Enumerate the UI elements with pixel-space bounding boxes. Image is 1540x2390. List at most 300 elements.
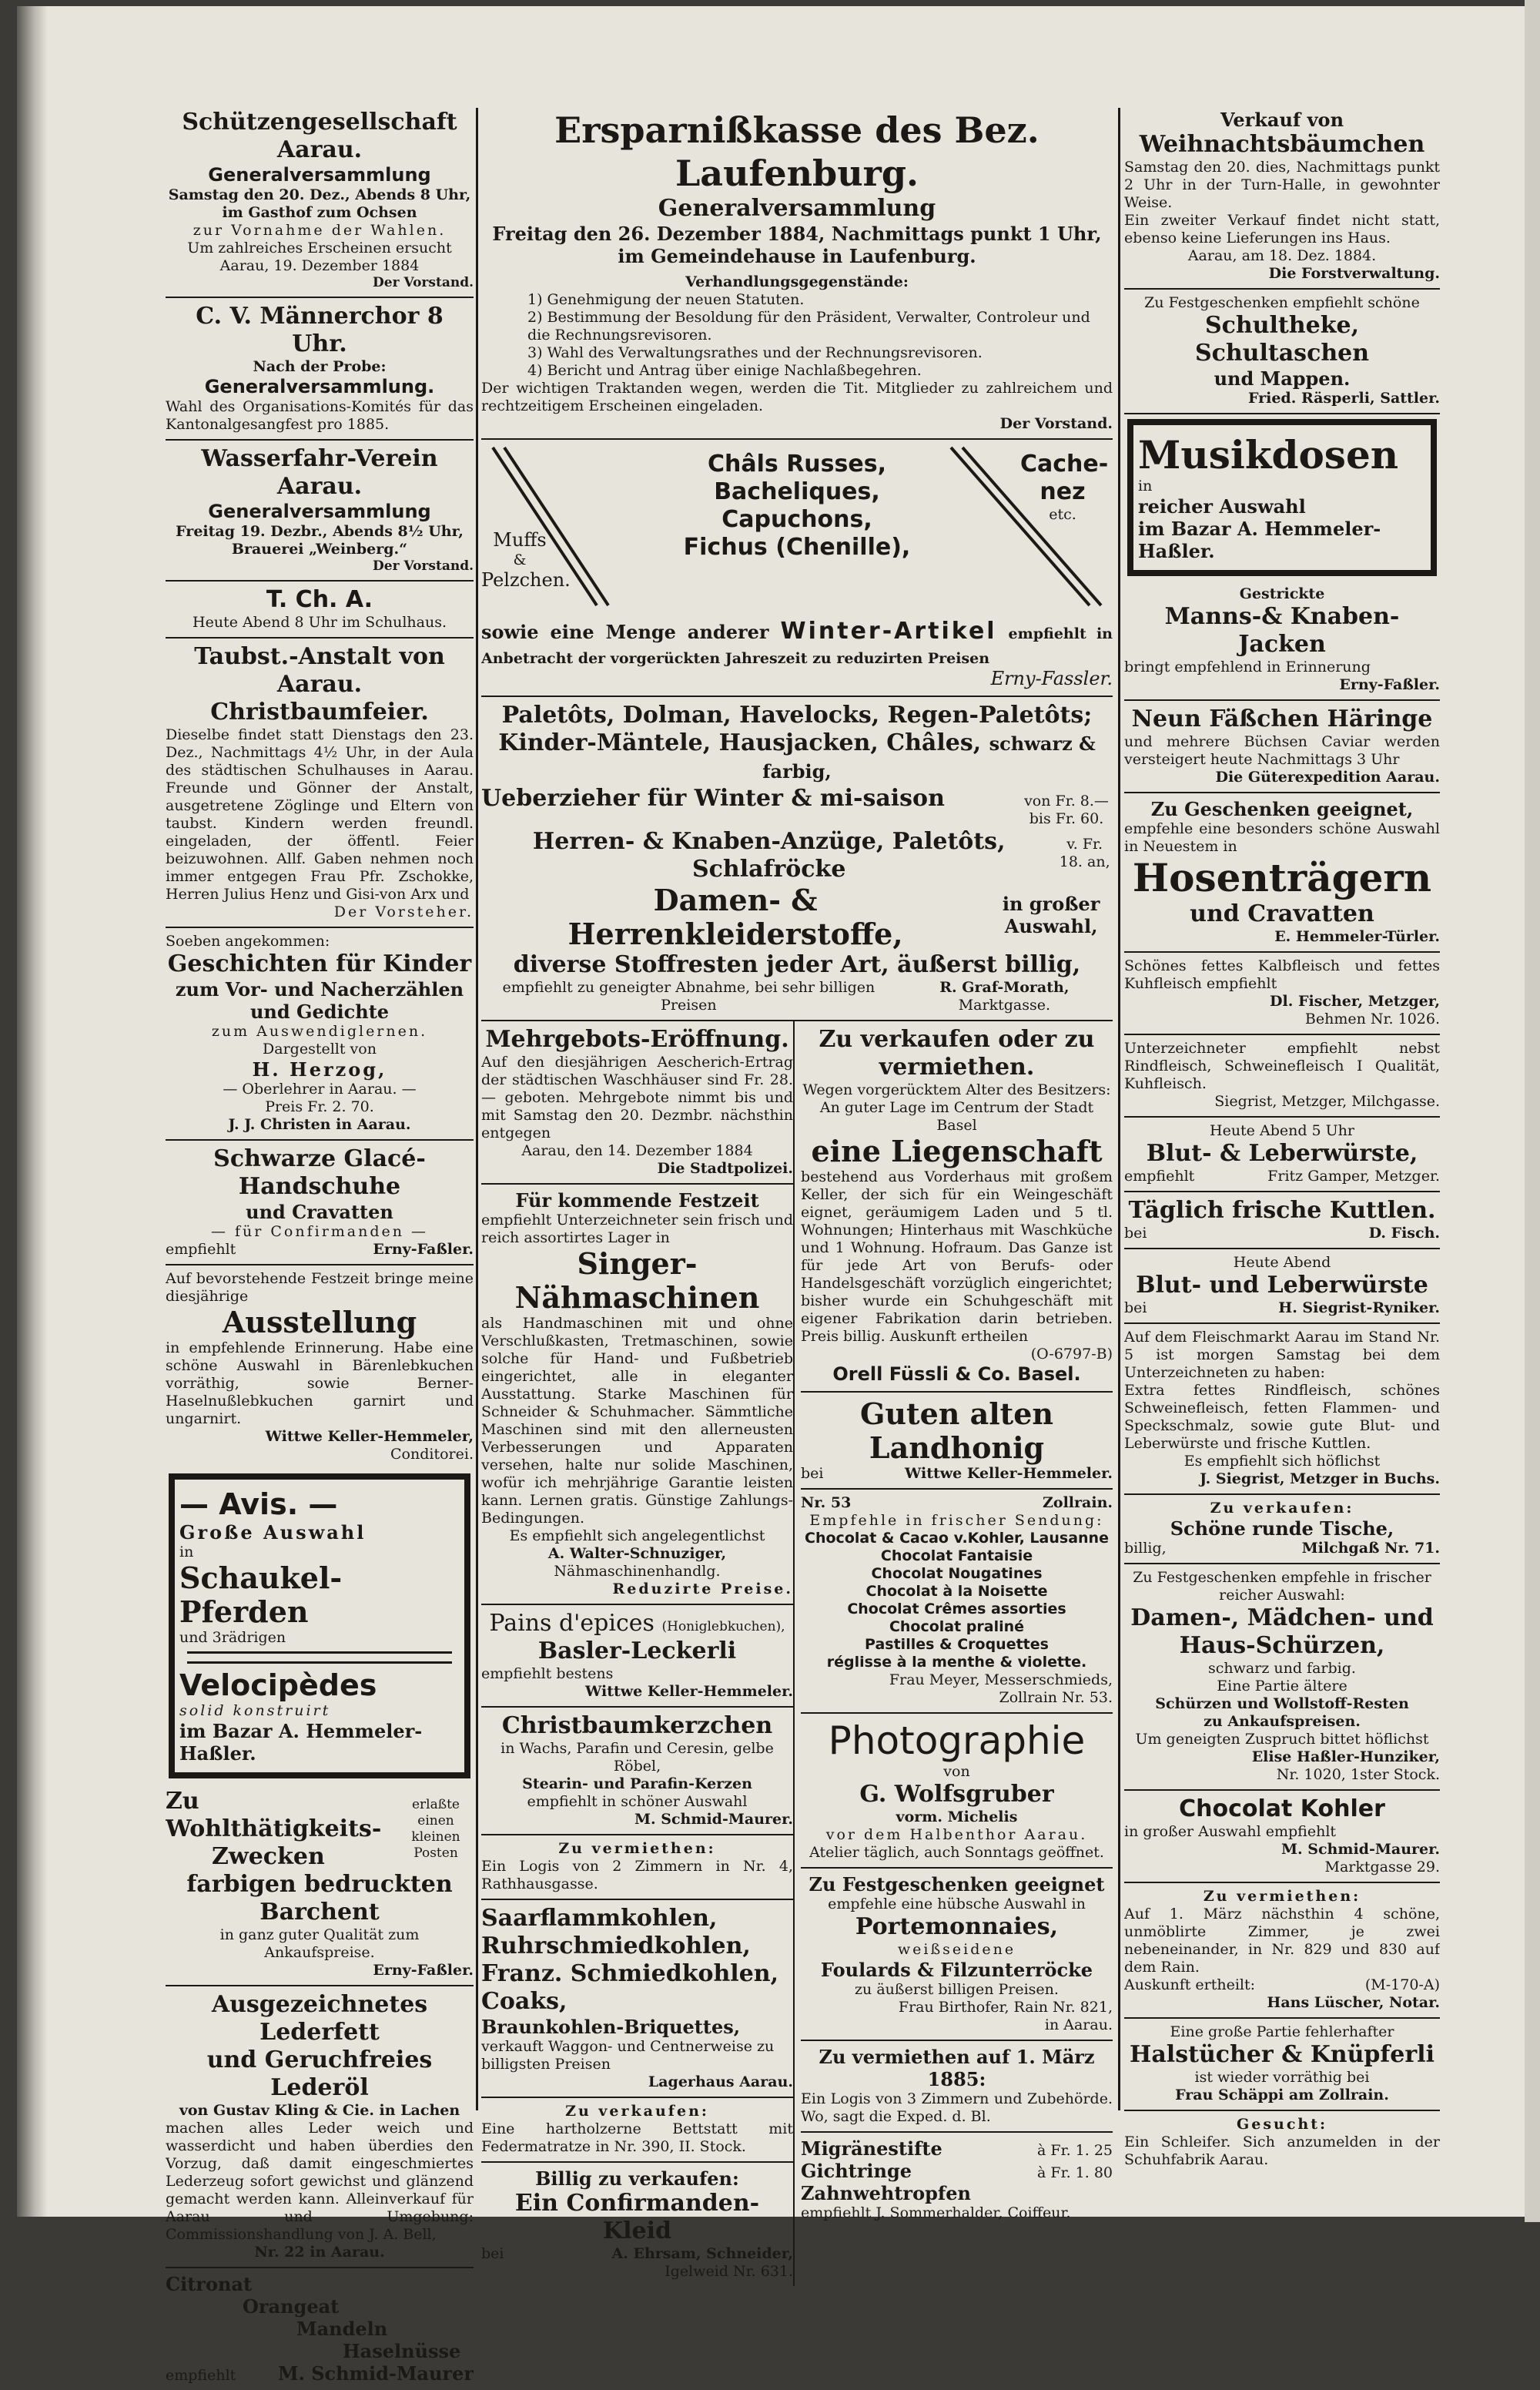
ad-item: Chocolat à la Noisette (865, 1583, 1048, 1600)
ad-text: in großer Auswahl empfiehlt (1124, 1823, 1337, 1840)
ad-title: T. Ch. A. (266, 586, 373, 613)
ad-signature: Erny-Fassler. (990, 668, 1113, 689)
ad-title: Guten alten Landhonig (859, 1396, 1054, 1465)
ad-heading: Generalversammlung (208, 501, 431, 522)
ad-heading: Singer-Nähmaschinen (514, 1246, 760, 1315)
ad-title: Zu Wohlthätigkeits- (166, 1788, 382, 1842)
ad-item: Chocolat Nougatines (871, 1565, 1043, 1582)
ad-text: Wegen vorgerücktem Alter des Besitzers: (802, 1081, 1111, 1098)
ad-text: bestehend aus Vorderhaus mit großem Keller, der sich für ein Weingeschäft eignet, geräumigem Laden und 5 tl. Wohnungen; Hinterhaus mit Waschküche und 1 Wohnung. Hofraum. Das Ganze ist für jede Art von Berufs- oder Handelsgeschäft vorzüglich eingerichtet; bisher wurde ein Schuhgeschäft mit eigener Fabrikation darin betrieben. Preis billig. Auskunft ertheilen (801, 1168, 1113, 1345)
ad-signature: R. Graf-Morath, (939, 979, 1070, 996)
page-edge-strip (1525, 0, 1540, 2222)
ad-heading: Schaukel-Pferden (179, 1560, 343, 1629)
ad-heading: Stearin- und Parafin-Kerzen (522, 1775, 752, 1792)
ad-christbaumkerzchen (481, 1708, 793, 1835)
ad-title: Blut- und Leberwürste (1136, 1272, 1428, 1299)
ad-liegenschaft (801, 1021, 1113, 1393)
ad-text: zum Auswendiglernen. (211, 1023, 428, 1040)
ad-item: Orangeat (243, 2295, 340, 2318)
ad-item: Chocolat praliné (889, 1618, 1025, 1635)
ad-heading: und Gedichte (249, 1001, 390, 1023)
ad-title: Schwarze Glacé-Handschuhe (213, 1145, 426, 1200)
ad-signature: Erny-Faßler. (373, 1241, 474, 1258)
price: von Fr. 8.— bis Fr. 60. (1024, 793, 1109, 827)
ad-signature: Frau Birthofer, Rain Nr. 821, (898, 1999, 1113, 2016)
ad-text: bei (1124, 1299, 1147, 1316)
ad-text: Eine hartholzerne Bettstatt mit Federmatratze in Nr. 390, II. Stock. (481, 2120, 793, 2155)
ad-side-item: Muffs (493, 529, 547, 551)
ad-text: Zollrain. (1043, 1494, 1113, 1511)
ad-heading: Herren- & Knaben-Anzüge, Paletôts, Schlafröcke (532, 828, 1006, 883)
ad-text: Es empfiehlt sich angelegentlichst (509, 1527, 765, 1544)
ad-text: Eine Partie ältere (1217, 1678, 1348, 1694)
ad-text: Preis Fr. 2. 70. (265, 1098, 374, 1115)
ad-text: solid konstruirt (179, 1702, 331, 1719)
ad-text: schwarz & farbig, (762, 732, 1096, 783)
ad-logis-rathhausgasse (481, 1835, 793, 1900)
ad-taubstummen-anstalt (166, 639, 474, 928)
ad-text: Auf 1. März nächsthin 4 schöne, unmöblirte Zimmer, je zwei nebeneinander, in Nr. 829 und 830 auf dem Rain. (1124, 1906, 1440, 1976)
ad-title: Gesucht: (1237, 2116, 1327, 2133)
ad-signature: Marktgasse. (958, 997, 1051, 1014)
ad-text: Um zahlreiches Erscheinen ersucht (187, 240, 452, 256)
column-left (166, 104, 474, 2390)
ad-item: Haselnüsse (343, 2340, 461, 2362)
ad-title: Weihnachtsbäumchen (1139, 131, 1425, 158)
ad-heading: Christbaumfeier. (210, 699, 429, 726)
ad-text: empfehle eine besonders schöne Auswahl in Neuestem in (1124, 820, 1440, 855)
ad-text: Ein Logis von 2 Zimmern in Nr. 4, Rathhausgasse. (481, 1858, 793, 1892)
ad-title: Pains d'epices (489, 1610, 654, 1637)
ad-barchent (166, 1783, 474, 1986)
ad-text: machen alles Leder weich und wasserdicht und haben überdies den Vorzug, daß damit eingeschmiertes Lederzeug sofort gewichst und glänzend gemacht werden kann. Alleinverkauf für Aarau und Umgebung: Commissionshandlung von J. A. Bell, (166, 2120, 474, 2243)
ad-title: Musikdosen (1138, 432, 1399, 478)
ad-kuttlen (1124, 1192, 1440, 1249)
ad-text: Aarau, am 18. Dez. 1884. (1187, 247, 1377, 264)
ad-blutwuerste-siegrist (1124, 1249, 1440, 1324)
ad-heading: Generalversammlung (658, 195, 936, 222)
ad-hosentraeger (1124, 793, 1440, 953)
ad-heading: und Cravatten (246, 1201, 393, 1223)
ad-item: Fichus (Chenille), (683, 534, 911, 561)
ad-heading: Kinder-Mäntele, Hausjacken, Châles, (498, 729, 982, 756)
ad-text: Zu Festgeschenken empfiehlt schöne (1144, 294, 1420, 311)
ad-text: Auf dem Fleischmarkt Aarau im Stand Nr. 5 ist morgen Samstag bei dem Unterzeichneten zu haben: (1124, 1329, 1440, 1381)
ad-heading: farbigen bedruckten Barchent (186, 1871, 453, 1926)
ad-signature: im Bazar A. Hemmeler-Haßler. (179, 1720, 423, 1765)
ad-text: Aarau, den 14. Dezember 1884 (521, 1142, 753, 1159)
ad-signature: Orell Füssli & Co. Basel. (832, 1363, 1081, 1385)
ad-heading: Hosenträgern (1132, 855, 1432, 900)
ad-item: Gichtringe (801, 2160, 912, 2182)
ad-text: Eine große Partie fehlerhafter (1170, 2023, 1394, 2040)
ad-title: Zu Geschenken geeignet, (1150, 798, 1414, 820)
ad-signature: Wittwe Keller-Hemmeler, (265, 1428, 474, 1445)
ad-title: Zu Festgeschenken geeignet (808, 1873, 1105, 1896)
ad-text: Dargestellt von (263, 1041, 377, 1058)
ad-signature: M. Schmid-Maurer. (1281, 1841, 1440, 1858)
ad-text: Auf den diesjährigen Aescherich-Ertrag der städtischen Waschhäuser sind Fr. 28.— geboten. Mehrgebote nimmt bis und mit Samstag den 20. Dezmbr. nächsthin entgegen (481, 1054, 793, 1141)
ad-text: Heute Abend (1233, 1254, 1331, 1271)
ad-item: Pastilles & Croquettes (865, 1636, 1049, 1653)
ad-signature: Igelweid Nr. 631. (665, 2263, 793, 2280)
ad-chocolat-meyer (801, 1490, 1113, 1714)
binding-edge (17, 6, 48, 2217)
ad-signature: Dl. Fischer, Metzger, (1270, 993, 1440, 1010)
ad-title: Zu vermiethen auf 1. März 1885: (819, 2046, 1095, 2090)
ad-text: empfiehlt J. Sommerhalder, Coiffeur. (801, 2204, 1071, 2221)
ad-signature: J. Siegrist, Metzger in Buchs. (1200, 1470, 1440, 1487)
ad-item: Franz. Schmiedkohlen, (481, 1960, 779, 1987)
ad-heading: Basler-Leckerli (537, 1637, 737, 1664)
ad-title: Photographie (828, 1718, 1086, 1763)
ad-glace-handschuhe (166, 1141, 474, 1265)
ad-title: Chocolat Kohler (1179, 1795, 1385, 1822)
ad-signature: im Bazar A. Hemmeler-Haßler. (1138, 518, 1381, 562)
ad-title: Für kommende Festzeit (515, 1189, 759, 1212)
agenda-item: 1) Genehmigung der neuen Statuten. (527, 291, 805, 308)
ad-musikdosen-box (1127, 419, 1437, 576)
ad-signature: Fried. Räsperli, Sattler. (1247, 390, 1440, 407)
ad-graf-morath (481, 697, 1113, 1021)
ad-text: Auf bevorstehende Festzeit bringe meine diesjährige (166, 1270, 474, 1305)
ad-title: Paletôts, Dolman, Havelocks, Regen-Paletôts; (501, 702, 1093, 729)
ad-text: zu äußerst billigen Preisen. (855, 1981, 1059, 1998)
ad-title: Haus-Schürzen, (1179, 1632, 1385, 1659)
ad-signature: in Aarau. (1044, 2016, 1113, 2033)
ad-heading: Schöne runde Tische, (1170, 1517, 1394, 1540)
column-rule-left (476, 108, 478, 2110)
ad-heading: Schürzen und Wollstoff-Resten (1155, 1695, 1409, 1712)
ad-title: Manns-& Knaben-Jacken (1164, 603, 1400, 658)
ad-item: Migränestifte (801, 2137, 942, 2160)
ad-text: sowie eine Menge anderer (481, 621, 769, 643)
ad-ausstellung (166, 1265, 474, 1469)
ad-side-item: nez (1040, 478, 1086, 505)
ad-heading: und Mappen. (1214, 367, 1351, 390)
ad-title: Zu verkaufen: (1210, 1500, 1354, 1517)
ad-title: Billig zu verkaufen: (535, 2167, 739, 2190)
ad-text: — für Confirmanden — (210, 1223, 429, 1240)
ad-heading: Velocipèdes (179, 1668, 377, 1702)
ad-chocolat-kohler (1124, 1791, 1440, 1883)
ad-text: bei (481, 2245, 504, 2262)
ad-item: Chocolat Crêmes assorties (847, 1601, 1066, 1617)
ad-title: Verkauf von (1220, 109, 1344, 131)
ad-heading: zum Vor- und Nacherzählen (175, 978, 464, 1001)
agenda-item: 4) Bericht und Antrag über einige Nachlaßbegehren. (527, 362, 922, 379)
ad-heading: Ueberzieher für Winter & mi-saison (481, 785, 945, 812)
ad-text: — Oberlehrer in Aarau. — (223, 1081, 417, 1098)
ad-tcha (166, 582, 474, 639)
ad-signature: Conditorei. (390, 1446, 474, 1463)
ad-heading: Generalversammlung. (204, 376, 435, 397)
ad-heading: Portemonnaies, (855, 1913, 1059, 1940)
ad-heading: Generalversammlung (208, 164, 431, 186)
ad-signature: J. J. Christen in Aarau. (228, 1116, 411, 1133)
ad-signature: Zollrain Nr. 53. (999, 1689, 1113, 1706)
ad-migraenestifte (801, 2133, 1113, 2227)
ad-rindfleisch (1124, 1035, 1440, 1118)
ad-title: Halstücher & Knüpferli (1130, 2041, 1435, 2068)
ad-text: im Gasthof zum Ochsen (222, 204, 417, 221)
agenda-item: 3) Wahl des Verwaltungsrathes und der Rechnungsrevisoren. (527, 344, 983, 361)
ad-heading: G. Wolfsgruber (859, 1781, 1054, 1808)
ad-side-item: etc. (1049, 506, 1076, 523)
ad-gesucht (1124, 2111, 1440, 2174)
ad-title: Zu verkaufen oder zu vermiethen. (819, 1026, 1095, 1081)
ad-text: empfiehlt Unterzeichneter sein frisch und reich assortirtes Lager in (481, 1212, 793, 1246)
column-middle (481, 104, 1113, 2286)
ad-text: in empfehlende Erinnerung. Habe eine schöne Auswahl in Bärenlebkuchen vorräthig, sowie Berner-Haselnußlebkuchen garnirt und ungarnirt. (166, 1339, 474, 1427)
ad-heading: Winter-Artikel (780, 618, 997, 645)
ad-signature: A. Walter-Schnuziger, (547, 1545, 727, 1562)
ad-text: Aarau, 19. Dezember 1884 (219, 257, 420, 274)
agenda-item: 2) Bestimmung der Besoldung für den Präsident, Verwalter, Controleur und die Rechnungsrevisoren. (527, 309, 1090, 344)
ad-fleischmarkt (1124, 1324, 1440, 1495)
ad-text: von Gustav Kling & Cie. in Lachen (179, 2102, 460, 2119)
ad-text: Wahl des Organisations-Komités für das Kantonalgesangfest pro 1885. (166, 398, 474, 433)
ad-signature: Nr. 1020, 1ster Stock. (1276, 1766, 1440, 1783)
ad-title: Taubst.-Anstalt von Aarau. (194, 643, 445, 698)
ad-signature: Nähmaschinenhandlg. (554, 1563, 721, 1580)
ad-side-note: erlaßte einen kleinen Posten (411, 1797, 460, 1861)
price: à Fr. 1. 25 (1037, 2142, 1113, 2159)
ad-photographie (801, 1714, 1113, 1869)
ad-schuerzen (1124, 1564, 1440, 1791)
ad-text: Nr. 53 (801, 1494, 852, 1511)
ad-confirmanden-kleid (481, 2163, 793, 2286)
decorative-rule (187, 1651, 452, 1664)
ad-halstuecher (1124, 2019, 1440, 2111)
ad-maennerchor (166, 298, 474, 441)
ad-wasserfahr-verein (166, 441, 474, 582)
ad-text: zu Ankaufspreisen. (1204, 1713, 1361, 1730)
ad-text: Unterzeichneter empfiehlt nebst Rindfleisch, Schweinefleisch I Qualität, Kuhfleisch. (1124, 1040, 1440, 1092)
ad-signature: Elise Haßler-Hunziker, (1251, 1748, 1440, 1765)
ad-signature: D. Fisch. (1368, 1225, 1440, 1242)
ad-side-item: Pelzchen. (481, 569, 571, 591)
ad-title: Damen-, Mädchen- und (1130, 1604, 1434, 1631)
ad-heading: Ein Confirmanden-Kleid (514, 2190, 760, 2244)
ad-heading: eine Liegenschaft (811, 1134, 1103, 1168)
column-right (1124, 104, 1440, 2174)
ad-title: C. V. Männerchor 8 Uhr. (196, 303, 444, 357)
ad-item: Citronat (166, 2273, 253, 2295)
ad-citronat (166, 2268, 474, 2390)
ad-zimmer-rain (1124, 1883, 1440, 2019)
ad-signature: M. Schmid-Maurer (277, 2362, 474, 2385)
ad-title: Christbaumkerzchen (501, 1712, 773, 1739)
ad-text: im Gemeindehause in Laufenburg. (618, 245, 976, 267)
ad-heading: diverse Stoffresten jeder Art, äußerst billig, (513, 951, 1081, 978)
ad-title: Ausgezeichnetes Lederfett (211, 1991, 428, 2046)
ad-runde-tische (1124, 1495, 1440, 1564)
ad-text: weißseidene (897, 1941, 1016, 1958)
ad-signature: Frau Meyer, Messerschmieds, (889, 1671, 1113, 1688)
ad-geschichten-fuer-kinder (166, 928, 474, 1141)
ad-text: Atelier täglich, auch Sonntags geöffnet. (809, 1844, 1104, 1861)
ad-text: in ganz guter Qualität zum Ankaufspreise. (219, 1926, 420, 1961)
ad-singer-naehmaschinen (481, 1185, 793, 1605)
ad-item: Coaks, (481, 1988, 567, 2015)
ad-kohlen (481, 1900, 793, 2098)
ad-title: — Avis. — (179, 1487, 338, 1521)
ad-signature: Fritz Gamper, Metzger. (1267, 1168, 1440, 1185)
ad-signature: Marktgasse 29. (1324, 1859, 1440, 1875)
ad-title: Zu vermiethen: (558, 1840, 716, 1857)
ad-signature: E. Hemmeler-Türler. (1274, 928, 1440, 945)
ad-signature: Milchgaß Nr. 71. (1301, 1540, 1440, 1557)
ad-title: Täglich frische Kuttlen. (1128, 1197, 1436, 1224)
ad-side-item: & (513, 551, 527, 568)
ad-signature: Nr. 22 in Aarau. (254, 2244, 385, 2261)
ad-text: Ein zweiter Verkauf findet nicht statt, ebenso keine Lieferungen ins Haus. (1124, 212, 1440, 246)
ad-text: empfiehlt (166, 1241, 236, 1258)
ad-text: Extra fettes Rindfleisch, schönes Schweinefleisch, fetten Flammen- und Speckschmalz, sowie gute Blut- und Leberwürste und frische Kuttlen. (1124, 1382, 1440, 1452)
price: v. Fr. 18. an, (1059, 836, 1110, 870)
ad-text: Dieselbe findet statt Dienstags den 23. Dez., Nachmittags 4½ Uhr, in der Aula des städtischen Schulhauses in Aarau. Freunde und Gönner der Anstalt, ausgetretene Zöglinge und Eltern von taubst. Kindern werden freundl. eingeladen, der öffentl. Feier beizuwohnen. Allf. Gaben nehmen noch immer entgegen Frau Pfr. Zschokke, Herren Julius Henz und Gisi-von Arx und (166, 726, 474, 903)
ad-chals-russes (481, 440, 1113, 697)
ad-lederfett (166, 1986, 474, 2268)
ad-text: empfiehlt in Anbetracht der vorgerückten Jahreszeit zu reduzirten Preisen (481, 625, 1113, 667)
ad-text: empfehle eine hübsche Auswahl in (828, 1896, 1086, 1912)
ad-title: Zu vermiethen: (1203, 1888, 1361, 1905)
ad-text: Um geneigten Zuspruch bittet höflichst (1135, 1731, 1429, 1748)
ad-signature: A. Ehrsam, Schneider, (611, 2245, 793, 2262)
ad-signature: Der Vorsteher. (333, 903, 474, 920)
ad-signature: Lagerhaus Aarau. (648, 2073, 793, 2090)
ad-signature: Der Vorstand. (999, 415, 1113, 432)
ad-text: Soeben angekommen: (166, 933, 330, 950)
ad-signature: Hans Lüscher, Notar. (1267, 1994, 1440, 2011)
ad-text: Ein Logis von 3 Zimmern und Zubehörde. Wo, sagt die Exped. d. Bl. (801, 2090, 1113, 2125)
ad-item: réglisse à la menthe & violette. (826, 1654, 1087, 1671)
ad-signature: Erny-Faßler. (373, 1962, 474, 1979)
ad-item: Chocolat & Cacao v.Kohler, Lausanne (805, 1530, 1109, 1547)
ad-text: in (179, 1544, 194, 1560)
ad-signature: Siegrist, Metzger, Milchgasse. (1214, 1093, 1440, 1110)
ad-item: Zahnwehtropfen (801, 2182, 971, 2204)
ad-text: empfiehlt zu geneigter Abnahme, bei sehr billigen Preisen (502, 979, 875, 1014)
ad-pains-depices (481, 1605, 793, 1708)
ad-title: Mehrgebots-Eröffnung. (485, 1026, 789, 1053)
ad-signature: H. Siegrist-Ryniker. (1278, 1299, 1440, 1316)
ad-text: ist wieder vorräthig bei (1194, 2069, 1370, 2086)
ad-mehrgebots (481, 1021, 793, 1185)
ad-avis-box (169, 1473, 470, 1778)
ad-item: Mandeln (296, 2318, 388, 2340)
column-rule-right (1118, 108, 1120, 2110)
ad-text: reicher Auswahl (1138, 495, 1306, 518)
ad-signature: Wittwe Keller-Hemmeler. (905, 1465, 1113, 1482)
ad-schuetzengesellschaft (166, 104, 474, 298)
ad-text: bei (1124, 1225, 1147, 1242)
ad-schultheke (1124, 290, 1440, 414)
ad-signature: Wittwe Keller-Hemmeler. (585, 1683, 793, 1700)
ad-text: (Honiglebkuchen), (661, 1619, 785, 1634)
ad-signature: Die Güterexpedition Aarau. (1215, 769, 1440, 786)
ad-landhonig (801, 1393, 1113, 1490)
ad-item: Châls Russes, (708, 451, 886, 478)
ad-title: Zu verkaufen: (565, 2103, 709, 2120)
ad-title: Zwecken (212, 1843, 325, 1870)
ad-text: vor dem Halbenthor Aarau. (825, 1826, 1088, 1843)
ad-text: Heute Abend 8 Uhr im Schulhaus. (192, 614, 447, 631)
ad-signature: Erny-Faßler. (1339, 676, 1440, 693)
ad-text: und 3rädrigen (179, 1629, 286, 1646)
ad-item: Bacheliques, (714, 478, 880, 505)
ad-signature: Der Vorstand. (373, 558, 474, 574)
ad-item: Ruhrschmiedkohlen, (481, 1932, 751, 1959)
ad-text: empfiehlt bestens (481, 1665, 614, 1682)
ad-text: empfiehlt (166, 2367, 236, 2384)
ad-text: Zu Festgeschenken empfehle in frischer reicher Auswahl: (1133, 1569, 1431, 1604)
ad-text: empfiehlt (1124, 1168, 1195, 1185)
ad-signature: M. Schmid-Maurer. (634, 1811, 793, 1828)
ad-signature: Die Stadtpolizei. (657, 1160, 793, 1177)
ad-item: Braunkohlen-Briquettes, (481, 2016, 741, 2038)
ad-text: schwarz und farbig. (1208, 1660, 1356, 1677)
ad-text: Auskunft ertheilt: (1124, 1976, 1256, 1993)
ad-text: An guter Lage im Centrum der Stadt Basel (819, 1099, 1094, 1134)
ad-title: Wasserfahr-Verein Aarau. (201, 445, 438, 500)
ad-text: Freitag den 26. Dezember 1884, Nachmittags punkt 1 Uhr, (492, 223, 1102, 245)
ad-text: bringt empfehlend in Erinnerung (1124, 659, 1371, 675)
ad-text: in (1138, 478, 1153, 494)
ad-code: (O-6797-B) (1030, 1346, 1113, 1363)
ad-text: Empfehle in frischer Sendung: (809, 1512, 1104, 1529)
ad-text: bei (801, 1465, 824, 1482)
ad-text: zur Vornahme der Wahlen. (192, 222, 447, 239)
ad-title: Geschichten für Kinder (167, 950, 472, 977)
ad-text: in Wachs, Parafin und Ceresin, gelbe Röbel, (500, 1740, 774, 1775)
ad-text: Der wichtigen Traktanden wegen, werden die Tit. Mitglieder zu zahlreichem und rechtzeitigem Erscheinen eingeladen. (481, 380, 1113, 414)
ad-text: Große Auswahl (179, 1521, 367, 1544)
ad-title: Ausstellung (222, 1305, 417, 1339)
ad-knaben-jacken (1124, 581, 1440, 701)
ad-subheading: Verhandlungsgegenstände: (685, 273, 909, 290)
ad-text: in großer Auswahl, (1002, 893, 1100, 937)
price: à Fr. 1. 80 (1037, 2164, 1113, 2181)
ad-text: vorm. Michelis (896, 1808, 1018, 1825)
ad-weihnachtsbaeumchen (1124, 104, 1440, 290)
ad-bettstatt (481, 2098, 793, 2163)
ad-vermiethen-maerz (801, 2041, 1113, 2133)
ad-text: Gestrickte (1239, 585, 1325, 602)
ad-text: Ein Schleifer. Sich anzumelden in der Schuhfabrik Aarau. (1124, 2134, 1440, 2168)
ad-text: billig, (1124, 1540, 1167, 1557)
ad-text: Schönes fettes Kalbfleisch und fettes Kuhfleisch empfiehlt (1124, 957, 1440, 992)
ad-title: und Geruchfreies Lederöl (206, 2046, 433, 2101)
ad-text: Heute Abend 5 Uhr (1210, 1122, 1354, 1139)
ad-heading: und Cravatten (1190, 900, 1374, 927)
ad-text: und mehrere Büchsen Caviar werden versteigert heute Nachmittags 3 Uhr (1124, 733, 1440, 768)
ad-signature: Behmen Nr. 1026. (1304, 1011, 1440, 1027)
ad-title: Schultheke, Schultaschen (1194, 312, 1370, 367)
ad-title: Neun Fäßchen Häringe (1131, 706, 1433, 732)
ad-text: empfiehlt in schöner Auswahl (527, 1793, 748, 1810)
ad-code: (M-170-A) (1364, 1976, 1440, 1993)
ad-item: Saarflammkohlen, (481, 1905, 718, 1932)
ad-text: Samstag den 20. Dez., Abends 8 Uhr, (168, 186, 471, 203)
ad-ersparniskasse (481, 104, 1113, 440)
ad-signature: Der Vorstand. (373, 275, 474, 290)
ad-signature: Die Forstverwaltung. (1268, 265, 1440, 282)
ad-text: von (943, 1763, 970, 1780)
ad-item: Chocolat Fantaisie (880, 1547, 1033, 1564)
ad-text: Reduzirte Preise. (612, 1580, 793, 1597)
